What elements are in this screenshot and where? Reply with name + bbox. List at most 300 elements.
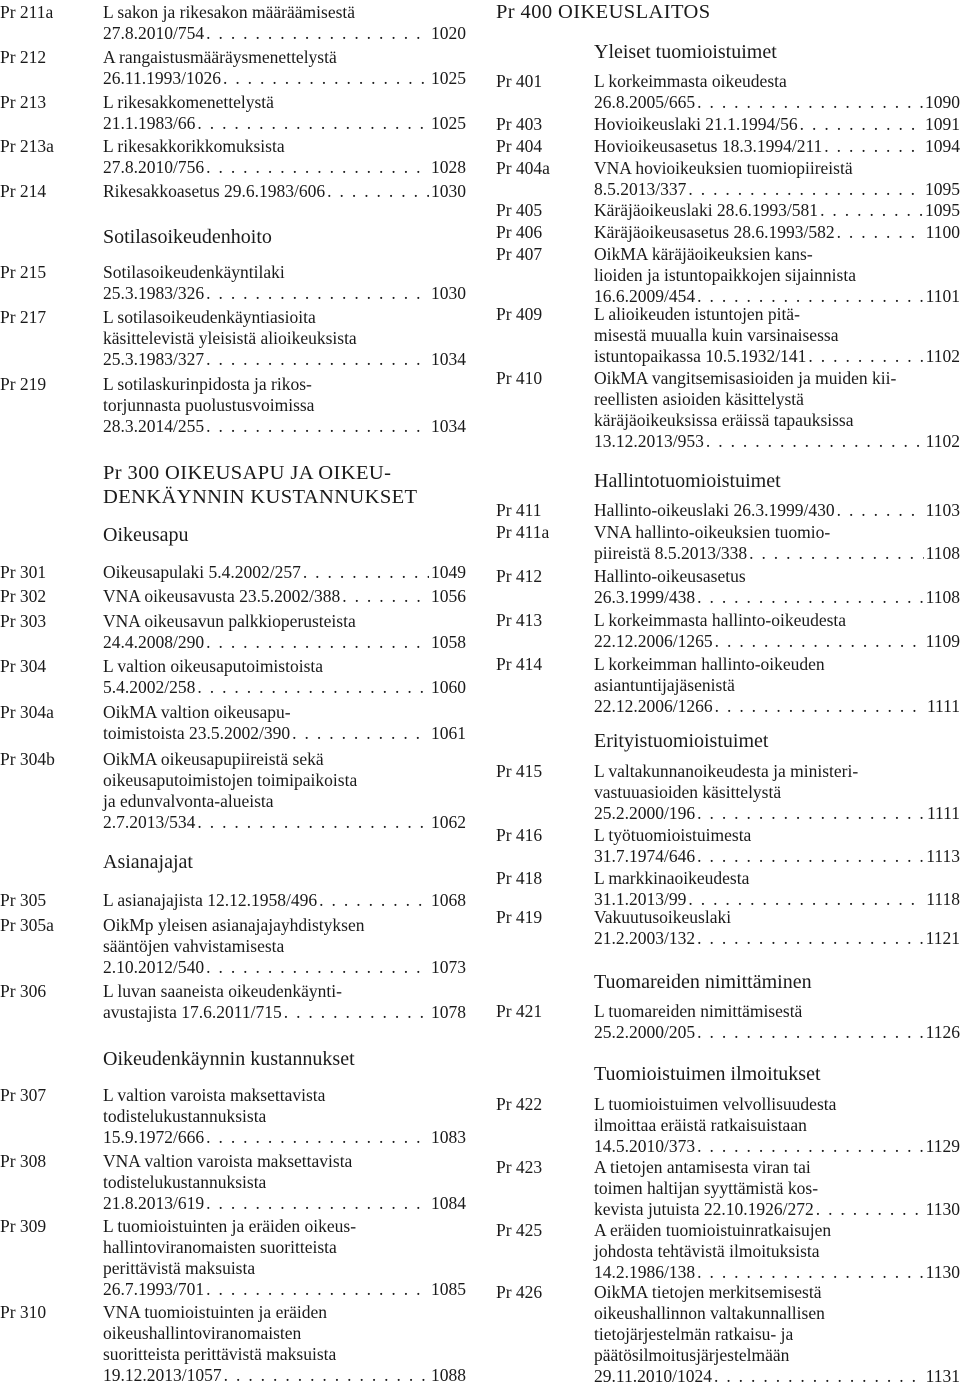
toc-entry[interactable]	[496, 244, 960, 307]
dot-leader	[327, 181, 429, 202]
dot-leader	[224, 1365, 429, 1386]
entry-title-line: Oikeusapulaki 5.4.2002/257	[103, 562, 301, 582]
toc-entry[interactable]	[496, 868, 960, 910]
entry-page-number: 1058	[431, 632, 466, 652]
entry-last-line	[103, 677, 466, 698]
entry-page-number: 1056	[431, 586, 466, 606]
entry-title-line: tietojärjestelmän ratkaisu- ja	[594, 1324, 794, 1344]
section-heading-line: Pr 300 OIKEUSAPU JA OIKEU-	[103, 462, 392, 484]
dot-leader	[303, 562, 429, 583]
entry-last-line	[103, 157, 466, 178]
dot-leader	[319, 890, 429, 911]
entry-page-number: 1130	[925, 1262, 960, 1282]
entry-title	[103, 890, 466, 911]
dot-leader	[837, 500, 924, 521]
entry-title	[103, 586, 466, 607]
entry-code: Pr 307	[0, 1085, 47, 1105]
entry-code: Pr 304b	[0, 749, 55, 769]
entry-title	[594, 71, 960, 113]
entry-title-line: OikMA vangitsemisasioiden ja muiden kii-	[594, 368, 897, 388]
entry-title	[594, 654, 960, 717]
entry-last-line	[594, 200, 960, 221]
entry-last-line	[103, 283, 466, 304]
toc-entry[interactable]	[0, 656, 466, 698]
toc-entry[interactable]	[496, 71, 960, 113]
entry-title	[594, 158, 960, 200]
entry-title-line: L tuomioistuimen velvollisuudesta	[594, 1094, 837, 1114]
entry-title	[103, 136, 466, 178]
entry-title-line: 26.3.1999/438	[594, 587, 696, 607]
dot-leader	[837, 222, 924, 243]
entry-code: Pr 414	[496, 654, 543, 674]
toc-entry[interactable]	[496, 522, 960, 564]
entry-code: Pr 404	[496, 136, 543, 156]
entry-page-number: 1100	[925, 222, 960, 242]
entry-code: Pr 416	[496, 825, 543, 845]
entry-title	[103, 307, 466, 370]
entry-code: Pr 426	[496, 1282, 543, 1302]
entry-last-line	[594, 846, 960, 867]
entry-code: Pr 217	[0, 307, 47, 327]
entry-last-line	[594, 543, 960, 564]
section-subheading: Hallintotuomioistuimet	[594, 470, 781, 492]
entry-title-line: 27.8.2010/754	[103, 23, 205, 43]
entry-title-line: 28.3.2014/255	[103, 416, 205, 436]
entry-title-line: OikMA oikeusapupiireistä sekä	[103, 749, 324, 769]
entry-last-line	[103, 68, 466, 89]
toc-entry[interactable]	[496, 907, 960, 949]
entry-page-number: 1020	[431, 23, 466, 43]
entry-page-number: 1113	[926, 846, 960, 866]
entry-title-line: 21.2.2003/132	[594, 928, 696, 948]
entry-title	[103, 1216, 466, 1300]
entry-last-line	[594, 222, 960, 243]
entry-title-line: A tietojen antamisesta viran tai	[594, 1157, 811, 1177]
dot-leader	[292, 723, 429, 744]
entry-title-line: 21.1.1983/66	[103, 113, 196, 133]
entry-title-line: käräjäoikeuksissa eräissä tapauksissa	[594, 410, 854, 430]
dot-leader	[697, 1136, 924, 1157]
entry-last-line	[594, 631, 960, 652]
toc-entry[interactable]	[0, 92, 466, 134]
entry-code: Pr 409	[496, 304, 543, 324]
entry-code: Pr 403	[496, 114, 543, 134]
entry-page-number: 1095	[925, 179, 960, 199]
entry-last-line	[594, 1262, 960, 1283]
entry-title-line: L luvan saaneista oikeudenkäynti-	[103, 981, 342, 1001]
section-subheading: Erityistuomioistuimet	[594, 730, 769, 752]
entry-title-line: 25.3.1983/326	[103, 283, 205, 303]
entry-page-number: 1078	[431, 1002, 466, 1022]
entry-title-line: 19.12.2013/1057	[103, 1365, 222, 1385]
entry-title	[103, 2, 466, 44]
entry-page-number: 1129	[925, 1136, 960, 1156]
toc-entry[interactable]	[0, 702, 466, 744]
section-subheading: Tuomareiden nimittäminen	[594, 971, 812, 993]
toc-entry[interactable]	[496, 304, 960, 367]
entry-title-line: L alioikeuden istuntojen pitä-	[594, 304, 800, 324]
entry-page-number: 1030	[431, 283, 466, 303]
dot-leader	[820, 200, 923, 221]
entry-title-line: avustajista 17.6.2011/715	[103, 1002, 282, 1022]
entry-last-line	[103, 181, 466, 202]
entry-title-line: 8.5.2013/337	[594, 179, 687, 199]
dot-leader	[197, 812, 429, 833]
entry-title-line: OikMA tietojen merkitsemisestä	[594, 1282, 822, 1302]
toc-entry[interactable]	[0, 2, 466, 44]
toc-entry[interactable]	[496, 368, 960, 452]
entry-code: Pr 425	[496, 1220, 543, 1240]
entry-code: Pr 308	[0, 1151, 47, 1171]
dot-leader	[206, 283, 429, 304]
dot-leader	[206, 349, 429, 370]
entry-code: Pr 415	[496, 761, 543, 781]
entry-page-number: 1091	[925, 114, 960, 134]
entry-code: Pr 215	[0, 262, 47, 282]
entry-title	[594, 825, 960, 867]
toc-entry[interactable]	[496, 1157, 960, 1220]
toc-entry[interactable]	[496, 200, 960, 221]
entry-title-line: 26.7.1993/701	[103, 1279, 205, 1299]
entry-last-line	[594, 1136, 960, 1157]
entry-title	[594, 244, 960, 307]
toc-entry[interactable]	[0, 262, 466, 304]
entry-page-number: 1088	[431, 1365, 466, 1385]
entry-title-line: L rikesakkorikkomuksista	[103, 136, 285, 156]
entry-page-number: 1108	[925, 543, 960, 563]
entry-title-line: OikMp yleisen asianajajayhdistyksen	[103, 915, 365, 935]
toc-entry[interactable]	[0, 47, 466, 89]
toc-entry[interactable]	[0, 915, 466, 978]
entry-title	[594, 1220, 960, 1283]
entry-title-line: 25.3.1983/327	[103, 349, 205, 369]
entry-page-number: 1049	[431, 562, 466, 582]
toc-entry[interactable]	[496, 500, 960, 521]
entry-code: Pr 310	[0, 1302, 47, 1322]
entry-code: Pr 406	[496, 222, 543, 242]
entry-last-line	[103, 957, 466, 978]
entry-title-line: L korkeimman hallinto-oikeuden	[594, 654, 825, 674]
dot-leader	[688, 179, 923, 200]
entry-title-line: käsittelevistä yleisistä alioikeuksista	[103, 328, 357, 348]
dot-leader	[697, 846, 924, 867]
entry-last-line	[103, 349, 466, 370]
entry-page-number: 1073	[431, 957, 466, 977]
entry-title-line: 2.10.2012/540	[103, 957, 205, 977]
entry-title-line: Käräjäoikeusasetus 28.6.1993/582	[594, 222, 835, 242]
dot-leader	[197, 113, 429, 134]
dot-leader	[697, 1262, 924, 1283]
toc-entry[interactable]	[496, 761, 960, 824]
toc-entry[interactable]	[496, 654, 960, 717]
entry-page-number: 1030	[431, 181, 466, 201]
entry-title-line: L rikesakkomenettelystä	[103, 92, 274, 112]
entry-title	[103, 981, 466, 1023]
entry-title-line: asiantuntijajäsenistä	[594, 675, 735, 695]
entry-title-line: VNA hovioikeuksien tuomiopiireistä	[594, 158, 853, 178]
dot-leader	[697, 928, 924, 949]
entry-title-line: Hallinto-oikeusasetus	[594, 566, 746, 586]
entry-title-line: L valtakunnanoikeudesta ja ministeri-	[594, 761, 859, 781]
toc-entry[interactable]	[0, 562, 466, 583]
entry-page-number: 1109	[925, 631, 960, 651]
entry-title	[594, 868, 960, 910]
entry-title-line: todistelukustannuksista	[103, 1172, 267, 1192]
dot-leader	[697, 1022, 924, 1043]
dot-leader	[206, 1127, 429, 1148]
entry-title-line: 14.5.2010/373	[594, 1136, 696, 1156]
toc-entry[interactable]	[0, 374, 466, 437]
dot-leader	[206, 632, 429, 653]
entry-title-line: L valtion oikeusaputoimistoista	[103, 656, 324, 676]
entry-title-line: VNA valtion varoista maksettavista	[103, 1151, 353, 1171]
entry-page-number: 1034	[431, 416, 466, 436]
entry-title-line: 31.7.1974/646	[594, 846, 696, 866]
entry-title-line: istuntopaikassa 10.5.1932/141	[594, 346, 807, 366]
entry-last-line	[103, 723, 466, 744]
section-subheading: Tuomioistuimen ilmoitukset	[594, 1063, 821, 1085]
entry-code: Pr 303	[0, 611, 47, 631]
entry-title-line: L tuomareiden nimittämisestä	[594, 1001, 803, 1021]
entry-title-line: todistelukustannuksista	[103, 1106, 267, 1126]
entry-title-line: OikMA valtion oikeusapu-	[103, 702, 291, 722]
entry-title	[103, 1151, 466, 1214]
section-subheading: Oikeusapu	[103, 524, 189, 546]
entry-page-number: 1094	[925, 136, 960, 156]
entry-title	[594, 566, 960, 608]
entry-code: Pr 401	[496, 71, 543, 91]
entry-code: Pr 213a	[0, 136, 54, 156]
entry-title-line: 26.11.1993/1026	[103, 68, 221, 88]
entry-last-line	[594, 803, 960, 824]
entry-title-line: torjunnasta puolustusvoimissa	[103, 395, 315, 415]
entry-title	[594, 200, 960, 221]
entry-last-line	[594, 696, 960, 717]
entry-page-number: 1103	[925, 500, 960, 520]
entry-title-line: Hovioikeusasetus 18.3.1994/211	[594, 136, 823, 156]
toc-entry[interactable]	[0, 1302, 466, 1386]
entry-last-line	[103, 1127, 466, 1148]
toc-entry[interactable]	[496, 1094, 960, 1157]
toc-entry[interactable]	[0, 749, 466, 833]
entry-code: Pr 412	[496, 566, 543, 586]
entry-last-line	[103, 23, 466, 44]
entry-title	[594, 761, 960, 824]
dot-leader	[715, 696, 925, 717]
entry-title-line: VNA oikeusavusta 23.5.2002/388	[103, 586, 341, 606]
entry-code: Pr 306	[0, 981, 47, 1001]
entry-last-line	[594, 114, 960, 135]
toc-entry[interactable]	[496, 1282, 960, 1387]
toc-entry[interactable]	[0, 1216, 466, 1300]
toc-entry[interactable]	[0, 136, 466, 178]
dot-leader	[206, 1279, 429, 1300]
entry-last-line	[103, 113, 466, 134]
dot-leader	[749, 543, 924, 564]
entry-title	[594, 610, 960, 652]
entry-title	[103, 562, 466, 583]
entry-page-number: 1126	[925, 1022, 960, 1042]
entry-page-number: 1130	[925, 1199, 960, 1219]
toc-entry[interactable]	[496, 158, 960, 200]
entry-code: Pr 305a	[0, 915, 54, 935]
entry-title-line: Vakuutusoikeuslaki	[594, 907, 732, 927]
dot-leader	[206, 23, 429, 44]
section-subheading: Sotilasoikeudenhoito	[103, 226, 272, 248]
dot-leader	[342, 586, 429, 607]
entry-title-line: 25.2.2000/196	[594, 803, 696, 823]
dot-leader	[824, 136, 923, 157]
entry-title-line: Käräjäoikeuslaki 28.6.1993/581	[594, 200, 819, 220]
entry-page-number: 1034	[431, 349, 466, 369]
toc-entry[interactable]	[496, 825, 960, 867]
entry-page-number: 1131	[925, 1366, 960, 1386]
entry-title	[594, 368, 960, 452]
entry-title-line: 13.12.2013/953	[594, 431, 704, 451]
dot-leader	[197, 677, 429, 698]
entry-title	[103, 181, 466, 202]
entry-last-line	[103, 632, 466, 653]
entry-title-line: perittävistä maksuista	[103, 1258, 256, 1278]
entry-title-line: vastuuasioiden käsittelystä	[594, 782, 782, 802]
dot-leader	[816, 1199, 924, 1220]
section-heading: Pr 400 OIKEUSLAITOS	[496, 1, 711, 23]
entry-title-line: Rikesakkoasetus 29.6.1983/606	[103, 181, 326, 201]
entry-title-line: oikeushallinnon valtakunnallisen	[594, 1303, 825, 1323]
entry-code: Pr 410	[496, 368, 543, 388]
entry-page-number: 1060	[431, 677, 466, 697]
entry-last-line	[103, 1365, 466, 1386]
entry-title	[103, 47, 466, 89]
dot-leader	[284, 1002, 429, 1023]
entry-title	[594, 1001, 960, 1043]
entry-page-number: 1102	[925, 431, 960, 451]
entry-code: Pr 211a	[0, 2, 54, 22]
entry-title	[103, 1085, 466, 1148]
entry-title	[594, 114, 960, 135]
entry-code: Pr 407	[496, 244, 543, 264]
entry-title-line: 15.9.1972/666	[103, 1127, 205, 1147]
entry-title-line: 31.1.2013/99	[594, 889, 687, 909]
entry-title-line: 21.8.2013/619	[103, 1193, 205, 1213]
dot-leader	[808, 346, 923, 367]
entry-title-line: oikeushallintoviranomaisten	[103, 1323, 302, 1343]
entry-title-line: 25.2.2000/205	[594, 1022, 696, 1042]
dot-leader	[706, 431, 924, 452]
toc-entry[interactable]	[0, 181, 466, 202]
entry-title	[103, 702, 466, 744]
dot-leader	[206, 957, 429, 978]
entry-last-line	[103, 416, 466, 437]
entry-title	[594, 1094, 960, 1157]
entry-title-line: 22.12.2006/1265	[594, 631, 713, 651]
entry-code: Pr 413	[496, 610, 543, 630]
toc-entry[interactable]	[496, 1220, 960, 1283]
entry-title-line: johdosta tehtävistä ilmoituksista	[594, 1241, 820, 1261]
entry-page-number: 1095	[925, 200, 960, 220]
entry-last-line	[594, 500, 960, 521]
entry-page-number: 1101	[925, 286, 960, 306]
dot-leader	[206, 416, 429, 437]
entry-page-number: 1028	[431, 157, 466, 177]
toc-entry[interactable]	[0, 981, 466, 1023]
toc-entry[interactable]	[496, 1001, 960, 1043]
entry-title-line: Sotilasoikeudenkäyntilaki	[103, 262, 285, 282]
toc-entry[interactable]	[496, 222, 960, 243]
entry-title	[103, 915, 466, 978]
entry-title-line: reellisten asioiden käsittelystä	[594, 389, 804, 409]
entry-title-line: hallintoviranomaisten suoritteista	[103, 1237, 337, 1257]
toc-entry[interactable]	[496, 610, 960, 652]
toc-entry[interactable]	[0, 307, 466, 370]
entry-page-number: 1111	[926, 803, 960, 823]
dot-leader	[223, 68, 429, 89]
entry-last-line	[594, 928, 960, 949]
entry-title-line: OikMA käräjäoikeuksien kans-	[594, 244, 813, 264]
entry-title-line: toimen haltijan syyttämistä kos-	[594, 1178, 819, 1198]
entry-title-line: L valtion varoista maksettavista	[103, 1085, 326, 1105]
entry-page-number: 1121	[925, 928, 960, 948]
toc-entry[interactable]	[0, 890, 466, 911]
entry-page-number: 1102	[925, 346, 960, 366]
entry-code: Pr 214	[0, 181, 47, 201]
entry-title-line: L korkeimmasta oikeudesta	[594, 71, 787, 91]
entry-title	[103, 1302, 466, 1386]
entry-title	[594, 500, 960, 521]
toc-entry[interactable]	[0, 1085, 466, 1148]
entry-title	[594, 1282, 960, 1387]
entry-page-number: 1085	[431, 1279, 466, 1299]
entry-last-line	[594, 1022, 960, 1043]
toc-entry[interactable]	[0, 586, 466, 607]
entry-page-number: 1084	[431, 1193, 466, 1213]
entry-title-line: kevista jutuista 22.10.1926/272	[594, 1199, 814, 1219]
toc-entry[interactable]	[0, 1151, 466, 1214]
dot-leader	[697, 587, 924, 608]
entry-page-number: 1083	[431, 1127, 466, 1147]
toc-entry[interactable]	[496, 114, 960, 135]
entry-last-line	[103, 812, 466, 833]
entry-title	[594, 522, 960, 564]
toc-entry[interactable]	[496, 566, 960, 608]
entry-title-line: L tuomioistuinten ja eräiden oikeus-	[103, 1216, 357, 1236]
entry-title-line: päätösilmoitusjärjestelmään	[594, 1345, 790, 1365]
entry-title-line: suoritteista perittävistä maksuista	[103, 1344, 337, 1364]
entry-title-line: L korkeimmasta hallinto-oikeudesta	[594, 610, 847, 630]
entry-last-line	[594, 431, 960, 452]
entry-code: Pr 219	[0, 374, 47, 394]
entry-title-line: misestä muualla kuin varsinaisessa	[594, 325, 839, 345]
entry-title-line: L työtuomioistuimesta	[594, 825, 752, 845]
entry-title-line: sääntöjen vahvistamisesta	[103, 936, 285, 956]
entry-title-line: toimistoista 23.5.2002/390	[103, 723, 291, 743]
toc-entry[interactable]	[496, 136, 960, 157]
entry-title	[594, 907, 960, 949]
entry-title	[103, 374, 466, 437]
entry-code: Pr 212	[0, 47, 47, 67]
section-subheading: Oikeudenkäynnin kustannukset	[103, 1048, 355, 1070]
toc-entry[interactable]	[0, 611, 466, 653]
entry-code: Pr 301	[0, 562, 47, 582]
entry-title	[594, 222, 960, 243]
entry-code: Pr 304	[0, 656, 47, 676]
entry-page-number: 1062	[431, 812, 466, 832]
section-subheading: Yleiset tuomioistuimet	[594, 41, 777, 63]
dot-leader	[715, 631, 924, 652]
entry-last-line	[594, 136, 960, 157]
entry-title-line: A eräiden tuomioistuinratkaisujen	[594, 1220, 832, 1240]
entry-code: Pr 302	[0, 586, 47, 606]
